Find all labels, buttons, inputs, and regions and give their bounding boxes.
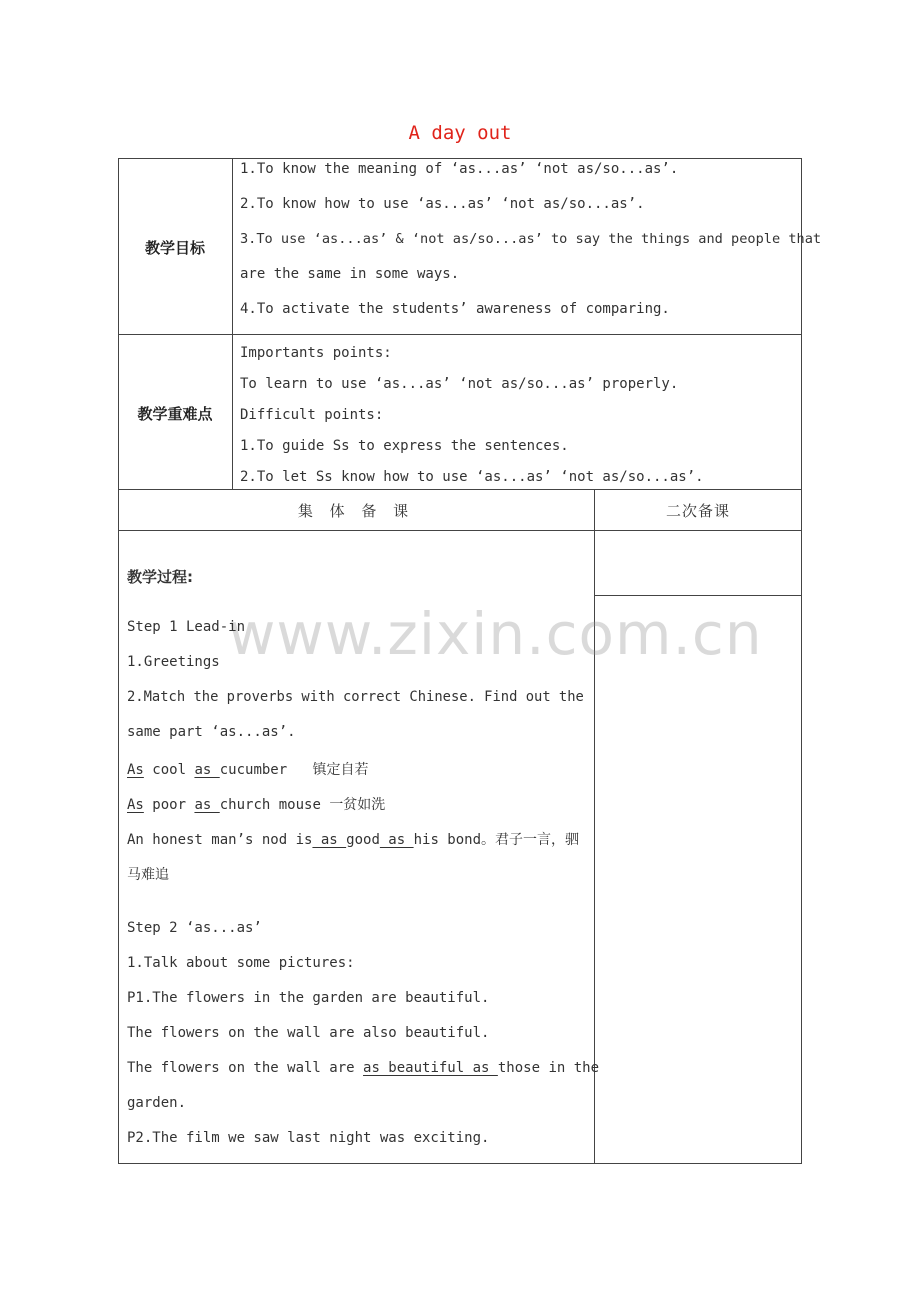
objective-line: 3.To use ‘as...as’ & ‘not as/so...as’ to say the things and people that [240, 231, 822, 247]
watermark: www.zixin.com.cn [228, 600, 763, 668]
picture-sentence: P1.The flowers in the garden are beautiful. [127, 990, 490, 1006]
key-point-line: 1.To guide Ss to express the sentences. [240, 438, 569, 454]
secondary-prep-header: 二次备课 [665, 502, 730, 520]
proverb-word: As [127, 762, 144, 778]
proverb-word: as [194, 762, 220, 778]
picture-sentence [127, 1060, 599, 1076]
key-point-line: 2.To let Ss know how to use ‘as...as’ ‘not as/so...as’. [240, 469, 704, 485]
picture-sentence: garden. [127, 1095, 187, 1111]
proverb-line [127, 829, 579, 849]
key-point-line: Importants points: [240, 345, 392, 361]
talk-line: 1.Talk about some pictures: [127, 955, 355, 971]
secondary-cell-divider [594, 595, 802, 596]
picture-sentence: P2.The film we saw last night was exciting. [127, 1130, 490, 1146]
proverb-word: as [312, 832, 347, 848]
row-divider [118, 530, 802, 531]
key-point-line: To learn to use ‘as...as’ ‘not as/so...as’ properly. [240, 376, 679, 392]
proverb-line [127, 759, 368, 779]
step-2-heading: Step 2 ‘as...as’ [127, 920, 262, 936]
proverb-line [127, 794, 385, 814]
row-divider [118, 334, 802, 335]
sentence-part: those in the [497, 1060, 600, 1076]
label-column-divider [232, 158, 233, 490]
objective-line: 2.To know how to use ‘as...as’ ‘not as/so...as’. [240, 196, 645, 212]
picture-sentence: The flowers on the wall are also beautiful. [127, 1025, 490, 1041]
step-1-heading: Step 1 Lead-in [127, 619, 246, 635]
match-instruction: same part ‘as...as’. [127, 724, 296, 740]
sentence-part: The flowers on the wall are [127, 1060, 364, 1076]
key-point-line: Difficult points: [240, 407, 384, 423]
objective-line: are the same in some ways. [240, 266, 460, 282]
proverb-word: as [379, 832, 414, 848]
proverb-word: good [346, 832, 380, 848]
proverb-chinese-continued: 马难追 [127, 867, 169, 883]
proverb-chinese: 君子一言，驷 [495, 832, 580, 848]
proverb-chinese: 镇定自若 [312, 762, 369, 778]
key-points-label: 教学重难点 [137, 405, 213, 423]
proverb-chinese: 一贫如洗 [329, 797, 386, 813]
proverb-word: cool [143, 762, 195, 778]
match-instruction: 2.Match the proverbs with correct Chinese. Find out the [127, 689, 584, 705]
proverb-word: his bond。 [413, 832, 496, 848]
proverb-word: as [194, 797, 220, 813]
proverb-word: As [127, 797, 144, 813]
objectives-label: 教学目标 [144, 239, 205, 257]
process-heading: 教学过程: [127, 568, 193, 586]
row-divider [118, 489, 802, 490]
collective-prep-header: 集 体 备 课 [297, 502, 415, 520]
objective-line: 1.To know the meaning of ‘as...as’ ‘not as/so...as’. [240, 161, 679, 177]
objective-line: 4.To activate the students’ awareness of comparing. [240, 301, 670, 317]
greetings-line: 1.Greetings [127, 654, 220, 670]
page-title: A day out [408, 122, 512, 144]
proverb-word: cucumber [219, 762, 288, 778]
sentence-part: as beautiful as [363, 1060, 498, 1076]
proverb-word: An honest man’s nod is [127, 832, 313, 848]
proverb-word: church mouse [219, 797, 330, 813]
proverb-word: poor [143, 797, 195, 813]
